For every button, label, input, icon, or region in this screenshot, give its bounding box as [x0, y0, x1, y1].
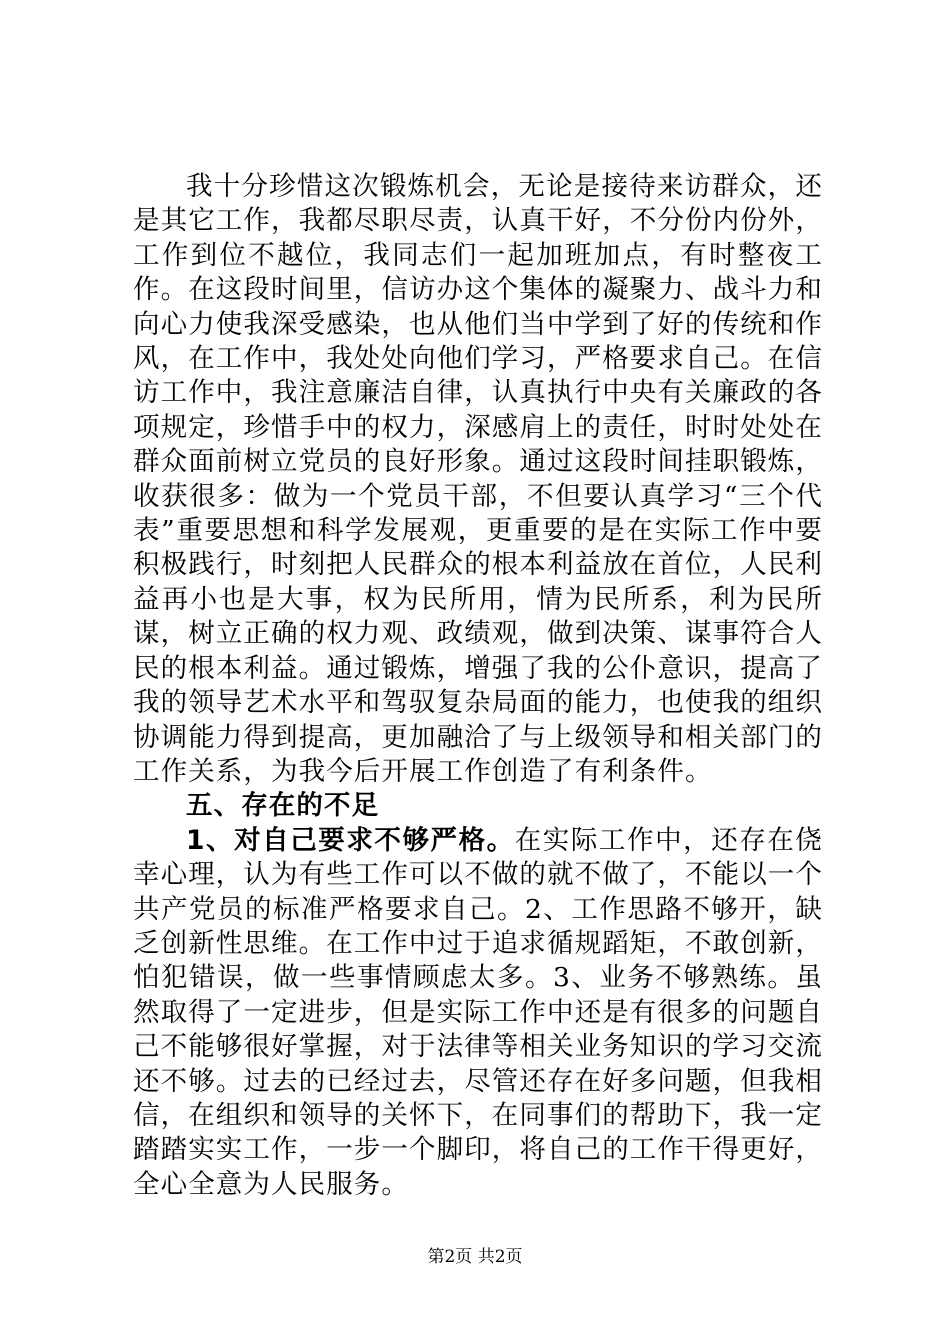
- section-heading: 五、存在的不足: [186, 790, 380, 822]
- paragraph-experience: 我十分珍惜这次锻炼机会，无论是接待来访群众，还是其它工作，我都尽职尽责，认真干好，不分份内份外，工作到位不越位，我同志们一起加班加点，有时整夜工作。在这段时间里，信访办这个集体的凝聚力、战斗力和向心力使我深受感染，也从他们当中学到了好的传统和作风，在工作中，我处处向他们学习，严格要求自己。在信访工作中，我注意廉洁自律，认真执行中央有关廉政的各项规定，珍惜手中的权力，深感肩上的责任，时时处处在群众面前树立党员的良好形象。通过这段时间挂职锻炼，收获很多：做为一个党员干部，不但要认真学习“三个代表”重要思想和科学发展观，更重要的是在实际工作中要积极践行，时刻把人民群众的根本利益放在首位，人民利益再小也是大事，权为民所用，情为民所系，利为民所谋，树立正确的权力观、政绩观，做到决策、谋事符合人民的根本利益。通过锻炼，增强了我的公仆意识，提高了我的领导艺术水平和驾驭复杂局面的能力，也使我的组织协调能力得到提高，更加融洽了与上级领导和相关部门的工作关系，为我今后开展工作创造了有利条件。: [133, 171, 823, 787]
- paragraph-shortcomings: [133, 824, 823, 1202]
- document-body: [133, 170, 823, 1202]
- page-number-footer: 第2页 共2页: [427, 1247, 523, 1267]
- paragraph-lead: 1、对自己要求不够严格。: [186, 824, 515, 856]
- paragraph-body: 在实际工作中，还存在侥幸心理，认为有些工作可以不做的就不做了，不能以一个共产党员的标准严格要求自己。2、工作思路不够开，缺乏创新性思维。在工作中过于追求循规蹈矩，不敢创新，怕犯错误，做一些事情顾虑太多。3、业务不够熟练。虽然取得了一定进步，但是实际工作中还是有很多的问题自己不能够很好掌握，对于法律等相关业务知识的学习交流还不够。过去的已经过去，尽管还存在好多问题，但我相信，在组织和领导的关怀下，在同事们的帮助下，我一定踏踏实实工作，一步一个脚印，将自己的工作干得更好，全心全意为人民服务。: [133, 824, 823, 1200]
